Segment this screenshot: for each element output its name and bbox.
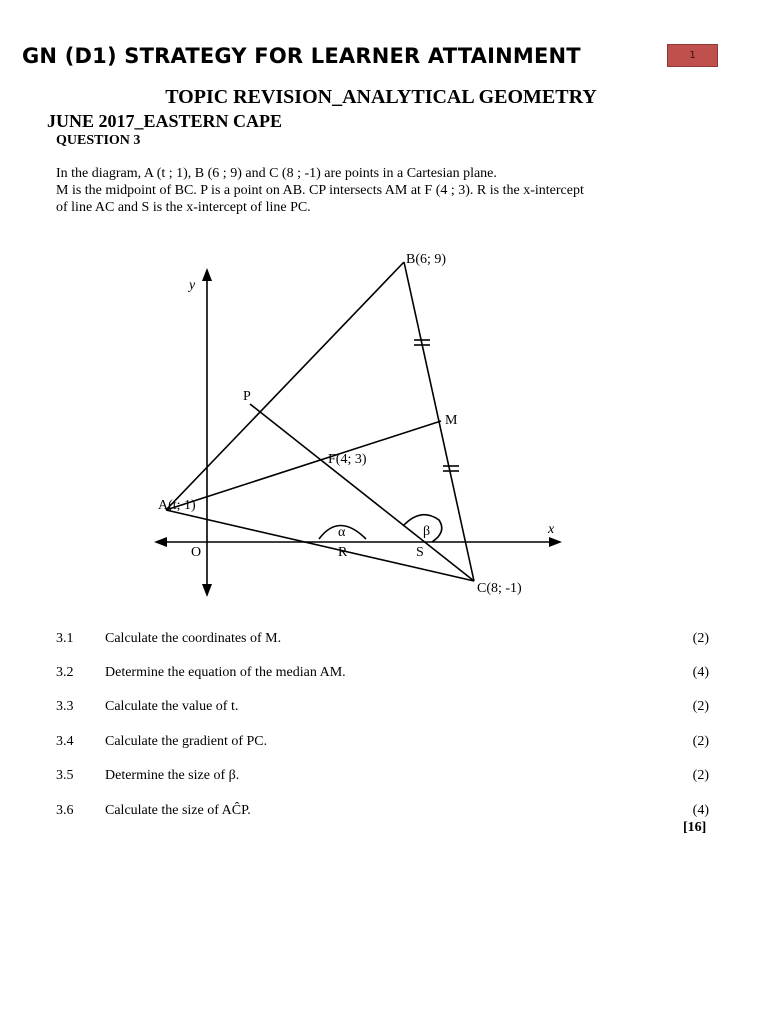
item-marks: (2): [692, 631, 709, 646]
page-title: GN (D1) STRATEGY FOR LEARNER ATTAINMENT: [22, 44, 581, 68]
question-item: [56, 768, 716, 788]
question-stem-line-2: M is the midpoint of BC. P is a point on AB. CP intersects AM at F (4 ; 3). R is the x-intercept: [56, 183, 584, 198]
question-item: [56, 734, 716, 754]
label-y: y: [189, 278, 196, 293]
x-axis-arrow-left: [154, 537, 167, 547]
label-c: C(8; -1): [477, 581, 522, 596]
item-marks: (2): [692, 734, 709, 749]
item-text: Calculate the coordinates of M.: [105, 631, 282, 646]
segment-ab: [166, 262, 404, 510]
y-axis-arrow-down: [202, 584, 212, 597]
question-number: QUESTION 3: [56, 133, 141, 148]
item-text: Calculate the gradient of PC.: [105, 734, 268, 749]
question-item: [56, 699, 716, 719]
item-number: 3.3: [56, 699, 74, 714]
page-number-badge: 1: [667, 44, 718, 67]
item-number: 3.2: [56, 665, 74, 680]
item-number: 3.5: [56, 768, 74, 783]
item-marks: (2): [692, 768, 709, 783]
item-number: 3.6: [56, 803, 74, 818]
total-marks: [16]: [683, 820, 707, 835]
item-text: Determine the size of β.: [105, 768, 240, 783]
label-a: A(t; 1): [158, 498, 196, 513]
label-p: P: [243, 389, 251, 404]
label-alpha: α: [338, 525, 346, 540]
label-f: F(4; 3): [328, 452, 367, 467]
item-marks: (2): [692, 699, 709, 714]
y-axis-arrow-up: [202, 268, 212, 281]
item-text: Calculate the value of t.: [105, 699, 239, 714]
item-text: Determine the equation of the median AM.: [105, 665, 346, 680]
label-beta: β: [423, 524, 431, 539]
label-b: B(6; 9): [406, 252, 447, 267]
question-stem-line-1: In the diagram, A (t ; 1), B (6 ; 9) and C (8 ; -1) are points in a Cartesian plane.: [56, 166, 497, 181]
question-stem-line-3: of line AC and S is the x-intercept of line PC.: [56, 200, 311, 215]
x-axis-arrow-right: [549, 537, 562, 547]
question-item: [56, 631, 716, 651]
label-x: x: [548, 522, 555, 537]
label-m: M: [445, 413, 458, 428]
label-s: S: [416, 545, 424, 560]
question-item: [56, 665, 716, 685]
item-marks: (4): [692, 665, 709, 680]
label-o: O: [191, 545, 202, 560]
item-marks: (4): [692, 803, 709, 818]
source-heading: JUNE 2017_EASTERN CAPE: [47, 111, 283, 131]
question-item: [56, 803, 716, 823]
item-text: Calculate the size of AĈP.: [105, 803, 251, 818]
topic-text: TOPIC REVISION_ANALYTICAL GEOMETRY: [165, 86, 597, 108]
item-number: 3.4: [56, 734, 74, 749]
label-r: R: [338, 545, 348, 560]
item-number: 3.1: [56, 631, 74, 646]
